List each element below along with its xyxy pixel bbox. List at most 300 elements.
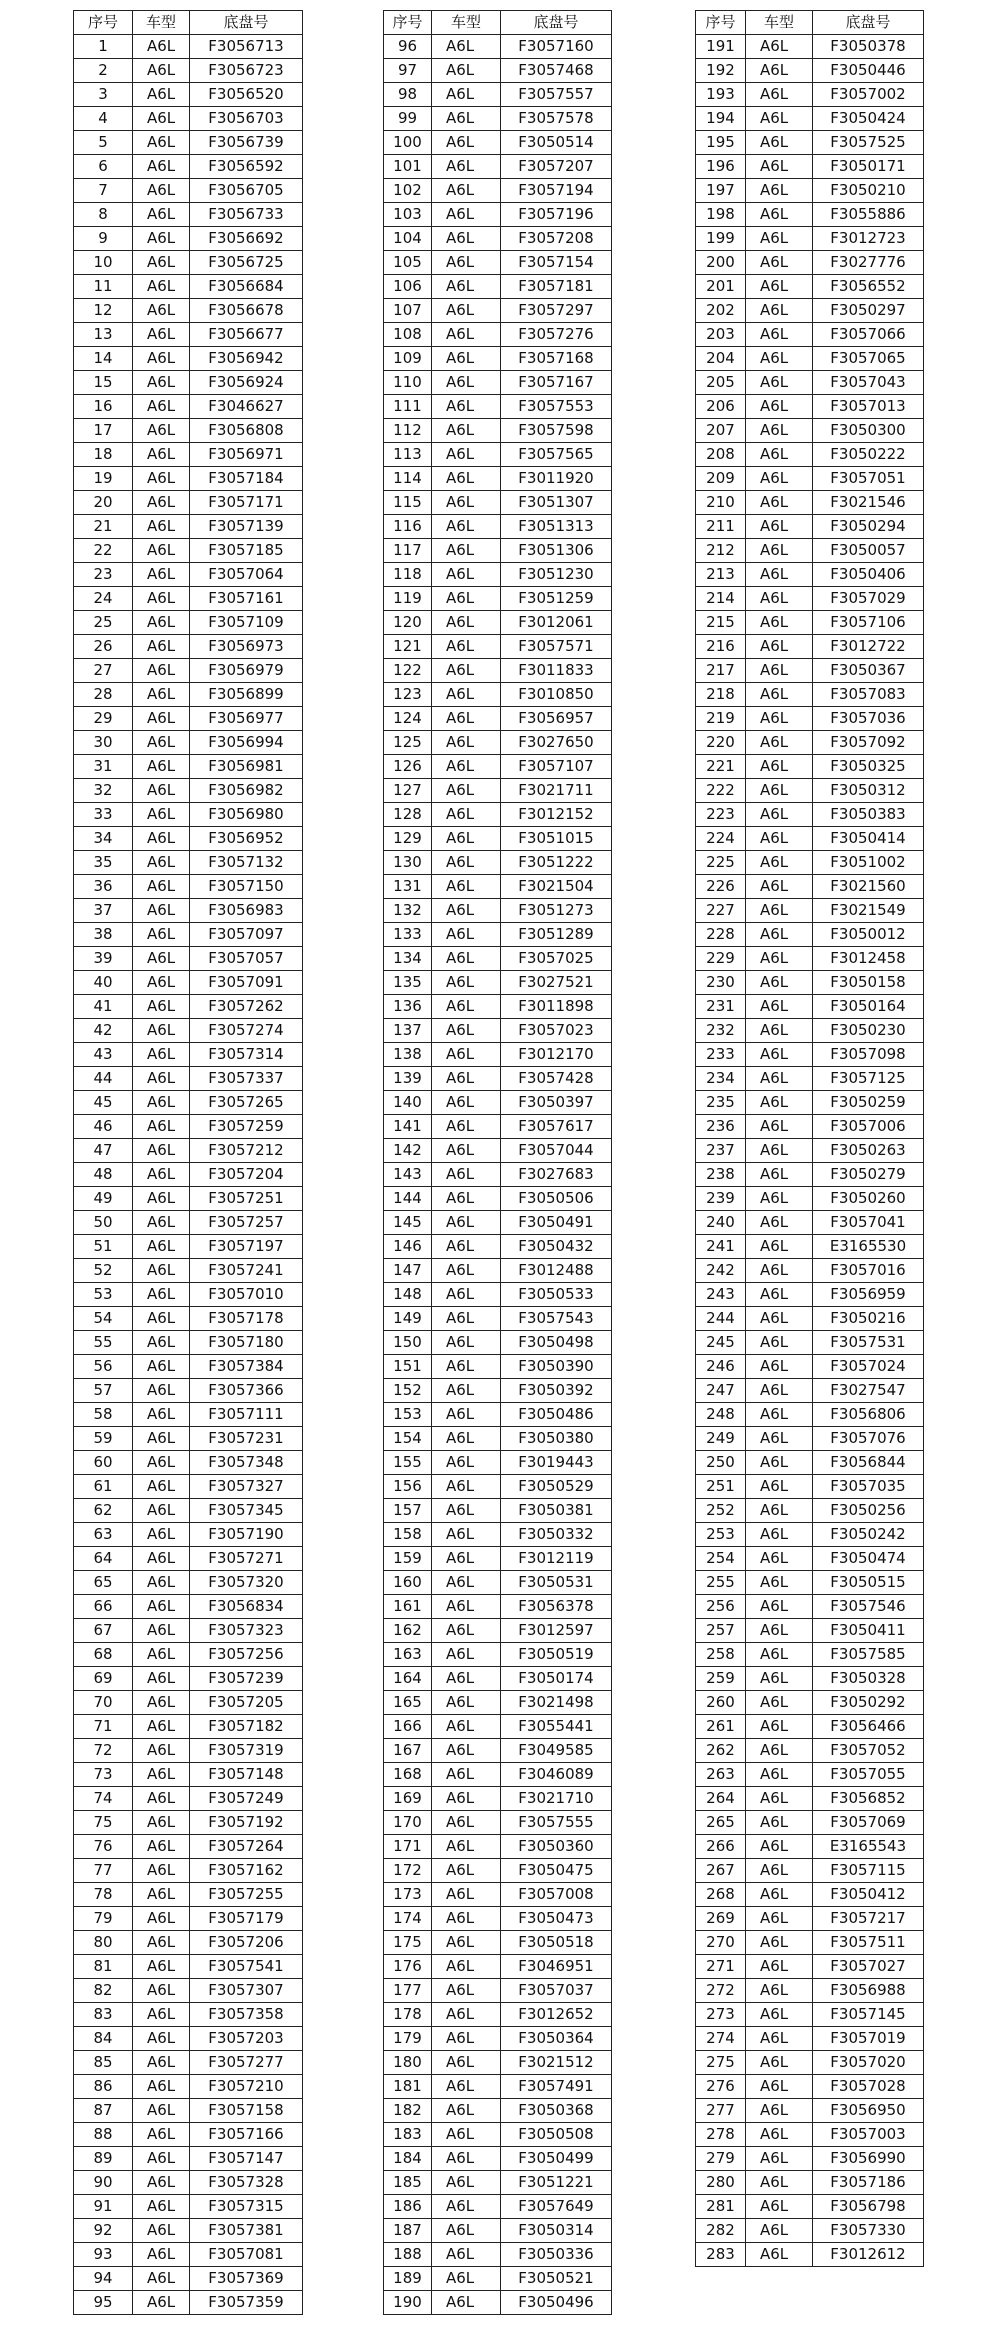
row-vin: F3057092: [813, 731, 924, 755]
row-vin: F3057578: [501, 107, 612, 131]
table-row: [74, 1211, 303, 1235]
row-seq: 100: [384, 131, 432, 155]
row-seq: 125: [384, 731, 432, 755]
table-row: [384, 659, 612, 683]
table-row: [74, 1667, 303, 1691]
row-vin: F3057148: [190, 1763, 303, 1787]
row-model: A6L: [746, 1955, 813, 1979]
table-row: [384, 371, 612, 395]
row-seq: 172: [384, 1859, 432, 1883]
table-row: [696, 1691, 924, 1715]
row-vin: F3057003: [813, 2123, 924, 2147]
row-vin: F3057109: [190, 611, 303, 635]
table-row: [696, 947, 924, 971]
row-seq: 34: [74, 827, 133, 851]
table-row: [74, 179, 303, 203]
row-model: A6L: [432, 1451, 501, 1475]
row-model: A6L: [432, 731, 501, 755]
row-vin: F3050411: [813, 1619, 924, 1643]
row-seq: 154: [384, 1427, 432, 1451]
row-seq: 86: [74, 2075, 133, 2099]
row-seq: 107: [384, 299, 432, 323]
header-vin: 底盘号: [190, 11, 303, 35]
row-vin: F3027650: [501, 731, 612, 755]
row-seq: 52: [74, 1259, 133, 1283]
row-seq: 94: [74, 2267, 133, 2291]
row-seq: 268: [696, 1883, 746, 1907]
table-header-row: [696, 11, 924, 35]
table-row: [74, 227, 303, 251]
table-row: [384, 587, 612, 611]
table-row: [74, 1955, 303, 1979]
row-model: A6L: [432, 1715, 501, 1739]
table-row: [74, 1427, 303, 1451]
table-row: [74, 707, 303, 731]
row-vin: F3057052: [813, 1739, 924, 1763]
row-model: A6L: [133, 1691, 190, 1715]
row-seq: 19: [74, 467, 133, 491]
table-row: [696, 1667, 924, 1691]
row-vin: F3027776: [813, 251, 924, 275]
row-model: A6L: [746, 1907, 813, 1931]
row-vin: F3057327: [190, 1475, 303, 1499]
row-vin: F3050242: [813, 1523, 924, 1547]
row-vin: F3056942: [190, 347, 303, 371]
table-row: [696, 419, 924, 443]
row-seq: 176: [384, 1955, 432, 1979]
row-vin: F3056834: [190, 1595, 303, 1619]
table-row: [74, 971, 303, 995]
row-seq: 79: [74, 1907, 133, 1931]
row-seq: 164: [384, 1667, 432, 1691]
row-model: A6L: [746, 1283, 813, 1307]
row-model: A6L: [432, 1811, 501, 1835]
row-model: A6L: [432, 1595, 501, 1619]
row-seq: 41: [74, 995, 133, 1019]
row-vin: F3057348: [190, 1451, 303, 1475]
table-row: [696, 1859, 924, 1883]
row-seq: 253: [696, 1523, 746, 1547]
table-row: [384, 107, 612, 131]
table-row: [384, 731, 612, 755]
row-seq: 126: [384, 755, 432, 779]
row-vin: F3057323: [190, 1619, 303, 1643]
row-model: A6L: [746, 1451, 813, 1475]
table-row: [696, 779, 924, 803]
row-seq: 33: [74, 803, 133, 827]
table-row: [74, 1907, 303, 1931]
row-model: A6L: [133, 395, 190, 419]
table-row: [74, 1859, 303, 1883]
row-vin: F3057028: [813, 2075, 924, 2099]
row-model: A6L: [746, 683, 813, 707]
row-model: A6L: [432, 875, 501, 899]
table-row: [384, 1811, 612, 1835]
table-row: [696, 1019, 924, 1043]
row-model: A6L: [746, 251, 813, 275]
row-model: A6L: [432, 1859, 501, 1883]
row-model: A6L: [746, 1619, 813, 1643]
row-seq: 109: [384, 347, 432, 371]
row-vin: F3057171: [190, 491, 303, 515]
row-seq: 160: [384, 1571, 432, 1595]
row-model: A6L: [746, 2123, 813, 2147]
row-model: A6L: [133, 1379, 190, 1403]
row-model: A6L: [746, 1331, 813, 1355]
row-vin: F3012061: [501, 611, 612, 635]
table-row: [74, 1595, 303, 1619]
row-vin: F3050158: [813, 971, 924, 995]
table-row: [74, 1691, 303, 1715]
table-row: [696, 1955, 924, 1979]
row-seq: 31: [74, 755, 133, 779]
row-model: A6L: [133, 1307, 190, 1331]
row-vin: F3057025: [501, 947, 612, 971]
row-vin: F3055886: [813, 203, 924, 227]
row-model: A6L: [432, 2147, 501, 2171]
table-row: [74, 1331, 303, 1355]
table-row: [384, 2003, 612, 2027]
row-seq: 223: [696, 803, 746, 827]
row-vin: F3057277: [190, 2051, 303, 2075]
row-vin: F3057098: [813, 1043, 924, 1067]
row-seq: 147: [384, 1259, 432, 1283]
row-vin: F3011920: [501, 467, 612, 491]
row-seq: 188: [384, 2243, 432, 2267]
row-seq: 131: [384, 875, 432, 899]
row-seq: 45: [74, 1091, 133, 1115]
row-vin: F3057115: [813, 1859, 924, 1883]
row-vin: F3057468: [501, 59, 612, 83]
row-vin: F3056592: [190, 155, 303, 179]
row-model: A6L: [432, 1499, 501, 1523]
row-vin: F3050529: [501, 1475, 612, 1499]
row-seq: 218: [696, 683, 746, 707]
row-model: A6L: [133, 1283, 190, 1307]
table-row: [696, 515, 924, 539]
row-seq: 251: [696, 1475, 746, 1499]
row-vin: F3056703: [190, 107, 303, 131]
row-model: A6L: [432, 1307, 501, 1331]
row-vin: F3057010: [190, 1283, 303, 1307]
row-seq: 219: [696, 707, 746, 731]
row-vin: F3057384: [190, 1355, 303, 1379]
row-model: A6L: [432, 347, 501, 371]
row-seq: 20: [74, 491, 133, 515]
row-seq: 177: [384, 1979, 432, 2003]
table-row: [74, 1619, 303, 1643]
row-seq: 9: [74, 227, 133, 251]
row-seq: 198: [696, 203, 746, 227]
row-model: A6L: [746, 1787, 813, 1811]
row-seq: 241: [696, 1235, 746, 1259]
row-seq: 233: [696, 1043, 746, 1067]
table-row: [384, 491, 612, 515]
row-seq: 165: [384, 1691, 432, 1715]
table-row: [696, 1571, 924, 1595]
row-vin: F3012170: [501, 1043, 612, 1067]
table-row: [696, 1931, 924, 1955]
table-row: [74, 1163, 303, 1187]
row-vin: F3057276: [501, 323, 612, 347]
row-seq: 215: [696, 611, 746, 635]
row-seq: 281: [696, 2195, 746, 2219]
row-vin: F3050474: [813, 1547, 924, 1571]
row-model: A6L: [133, 803, 190, 827]
row-vin: F3057043: [813, 371, 924, 395]
table-row: [696, 1067, 924, 1091]
row-vin: F3056952: [190, 827, 303, 851]
row-seq: 182: [384, 2099, 432, 2123]
row-model: A6L: [746, 371, 813, 395]
row-vin: F3012652: [501, 2003, 612, 2027]
row-seq: 146: [384, 1235, 432, 1259]
table-row: [384, 1499, 612, 1523]
row-seq: 149: [384, 1307, 432, 1331]
row-vin: F3057511: [813, 1931, 924, 1955]
row-model: A6L: [432, 1187, 501, 1211]
table-row: [696, 2123, 924, 2147]
row-seq: 166: [384, 1715, 432, 1739]
row-vin: F3057181: [501, 275, 612, 299]
table-header-row: [74, 11, 303, 35]
table-row: [384, 707, 612, 731]
row-model: A6L: [746, 1043, 813, 1067]
row-vin: F3050533: [501, 1283, 612, 1307]
row-seq: 272: [696, 1979, 746, 2003]
row-model: A6L: [746, 1355, 813, 1379]
row-seq: 71: [74, 1715, 133, 1739]
row-vin: F3057057: [190, 947, 303, 971]
row-vin: F3057208: [501, 227, 612, 251]
row-seq: 13: [74, 323, 133, 347]
table-row: [74, 275, 303, 299]
row-model: A6L: [133, 1211, 190, 1235]
table-row: [74, 2075, 303, 2099]
row-model: A6L: [432, 179, 501, 203]
row-vin: F3050473: [501, 1907, 612, 1931]
table-row: [384, 1307, 612, 1331]
row-vin: F3012723: [813, 227, 924, 251]
row-vin: F3057097: [190, 923, 303, 947]
row-seq: 137: [384, 1019, 432, 1043]
row-vin: F3057543: [501, 1307, 612, 1331]
table-row: [384, 779, 612, 803]
table-row: [696, 1979, 924, 2003]
row-model: A6L: [746, 1307, 813, 1331]
row-vin: F3056852: [813, 1787, 924, 1811]
row-vin: F3057160: [501, 35, 612, 59]
row-seq: 49: [74, 1187, 133, 1211]
table-row: [696, 1043, 924, 1067]
table-row: [696, 563, 924, 587]
table-row: [384, 683, 612, 707]
row-vin: F3050332: [501, 1523, 612, 1547]
table-row: [384, 851, 612, 875]
row-seq: 76: [74, 1835, 133, 1859]
row-vin: F3056520: [190, 83, 303, 107]
table-row: [74, 419, 303, 443]
row-model: A6L: [746, 1211, 813, 1235]
table-row: [74, 1643, 303, 1667]
row-model: A6L: [133, 2123, 190, 2147]
table-row: [384, 755, 612, 779]
row-seq: 228: [696, 923, 746, 947]
row-vin: F3050312: [813, 779, 924, 803]
row-vin: F3057185: [190, 539, 303, 563]
row-seq: 8: [74, 203, 133, 227]
table-row: [384, 443, 612, 467]
table-row: [384, 2075, 612, 2099]
table-row: [696, 1811, 924, 1835]
row-seq: 108: [384, 323, 432, 347]
row-seq: 255: [696, 1571, 746, 1595]
table-row: [74, 1979, 303, 2003]
table-row: [74, 203, 303, 227]
row-model: A6L: [133, 1355, 190, 1379]
table-row: [384, 1211, 612, 1235]
row-vin: F3050378: [813, 35, 924, 59]
table-row: [696, 923, 924, 947]
row-vin: F3056684: [190, 275, 303, 299]
table-row: [696, 107, 924, 131]
table-row: [74, 1571, 303, 1595]
table-row: [696, 2027, 924, 2051]
row-seq: 227: [696, 899, 746, 923]
row-vin: F3050424: [813, 107, 924, 131]
table-row: [384, 155, 612, 179]
table-row: [74, 515, 303, 539]
row-vin: F3056713: [190, 35, 303, 59]
row-vin: F3057154: [501, 251, 612, 275]
row-vin: F3057555: [501, 1811, 612, 1835]
table-row: [74, 1763, 303, 1787]
row-seq: 23: [74, 563, 133, 587]
row-model: A6L: [746, 875, 813, 899]
table-row: [384, 1235, 612, 1259]
table-row: [384, 1163, 612, 1187]
row-vin: F3057212: [190, 1139, 303, 1163]
row-model: A6L: [432, 1283, 501, 1307]
table-row: [74, 1523, 303, 1547]
row-seq: 120: [384, 611, 432, 635]
row-vin: F3050294: [813, 515, 924, 539]
row-vin: F3051273: [501, 899, 612, 923]
row-model: A6L: [432, 395, 501, 419]
row-seq: 141: [384, 1115, 432, 1139]
row-model: A6L: [746, 851, 813, 875]
row-vin: F3057008: [501, 1883, 612, 1907]
table-row: [384, 1691, 612, 1715]
row-vin: F3057182: [190, 1715, 303, 1739]
row-model: A6L: [432, 515, 501, 539]
table-row: [384, 227, 612, 251]
table-row: [384, 467, 612, 491]
row-seq: 130: [384, 851, 432, 875]
row-seq: 61: [74, 1475, 133, 1499]
row-seq: 89: [74, 2147, 133, 2171]
row-model: A6L: [432, 683, 501, 707]
row-seq: 236: [696, 1115, 746, 1139]
row-model: A6L: [133, 1187, 190, 1211]
row-seq: 21: [74, 515, 133, 539]
row-vin: F3050499: [501, 2147, 612, 2171]
row-seq: 40: [74, 971, 133, 995]
row-model: A6L: [133, 2219, 190, 2243]
row-vin: F3057330: [813, 2219, 924, 2243]
row-model: A6L: [432, 203, 501, 227]
row-seq: 75: [74, 1811, 133, 1835]
row-model: A6L: [133, 2267, 190, 2291]
row-seq: 274: [696, 2027, 746, 2051]
row-vin: F3049585: [501, 1739, 612, 1763]
row-vin: F3057035: [813, 1475, 924, 1499]
table-row: [384, 1787, 612, 1811]
table-row: [74, 491, 303, 515]
row-vin: F3056981: [190, 755, 303, 779]
row-model: A6L: [746, 2027, 813, 2051]
row-vin: F3057203: [190, 2027, 303, 2051]
row-vin: F3057106: [813, 611, 924, 635]
table-row: [74, 59, 303, 83]
vehicle-table-1: [73, 10, 303, 2315]
row-vin: F3057249: [190, 1787, 303, 1811]
row-seq: 93: [74, 2243, 133, 2267]
row-model: A6L: [133, 851, 190, 875]
row-seq: 159: [384, 1547, 432, 1571]
row-model: A6L: [746, 923, 813, 947]
row-seq: 87: [74, 2099, 133, 2123]
row-vin: F3057649: [501, 2195, 612, 2219]
table-row: [74, 1715, 303, 1739]
row-model: A6L: [432, 779, 501, 803]
table-row: [696, 587, 924, 611]
row-seq: 56: [74, 1355, 133, 1379]
row-seq: 69: [74, 1667, 133, 1691]
row-seq: 53: [74, 1283, 133, 1307]
row-seq: 90: [74, 2171, 133, 2195]
row-seq: 170: [384, 1811, 432, 1835]
row-vin: F3051015: [501, 827, 612, 851]
row-vin: F3057111: [190, 1403, 303, 1427]
row-seq: 47: [74, 1139, 133, 1163]
table-row: [74, 2219, 303, 2243]
table-row: [384, 1259, 612, 1283]
row-seq: 115: [384, 491, 432, 515]
row-seq: 136: [384, 995, 432, 1019]
row-seq: 140: [384, 1091, 432, 1115]
row-vin: F3057161: [190, 587, 303, 611]
table-row: [384, 1139, 612, 1163]
table-row: [384, 35, 612, 59]
row-vin: F3057083: [813, 683, 924, 707]
header-seq: 序号: [384, 11, 432, 35]
row-seq: 116: [384, 515, 432, 539]
row-model: A6L: [746, 323, 813, 347]
row-vin: F3057162: [190, 1859, 303, 1883]
table-row: [384, 1835, 612, 1859]
row-vin: F3057192: [190, 1811, 303, 1835]
row-seq: 5: [74, 131, 133, 155]
row-vin: F3012488: [501, 1259, 612, 1283]
table-row: [384, 131, 612, 155]
row-model: A6L: [133, 1955, 190, 1979]
table-row: [384, 1451, 612, 1475]
row-seq: 263: [696, 1763, 746, 1787]
row-vin: F3057002: [813, 83, 924, 107]
table-row: [696, 2243, 924, 2267]
row-model: A6L: [432, 275, 501, 299]
